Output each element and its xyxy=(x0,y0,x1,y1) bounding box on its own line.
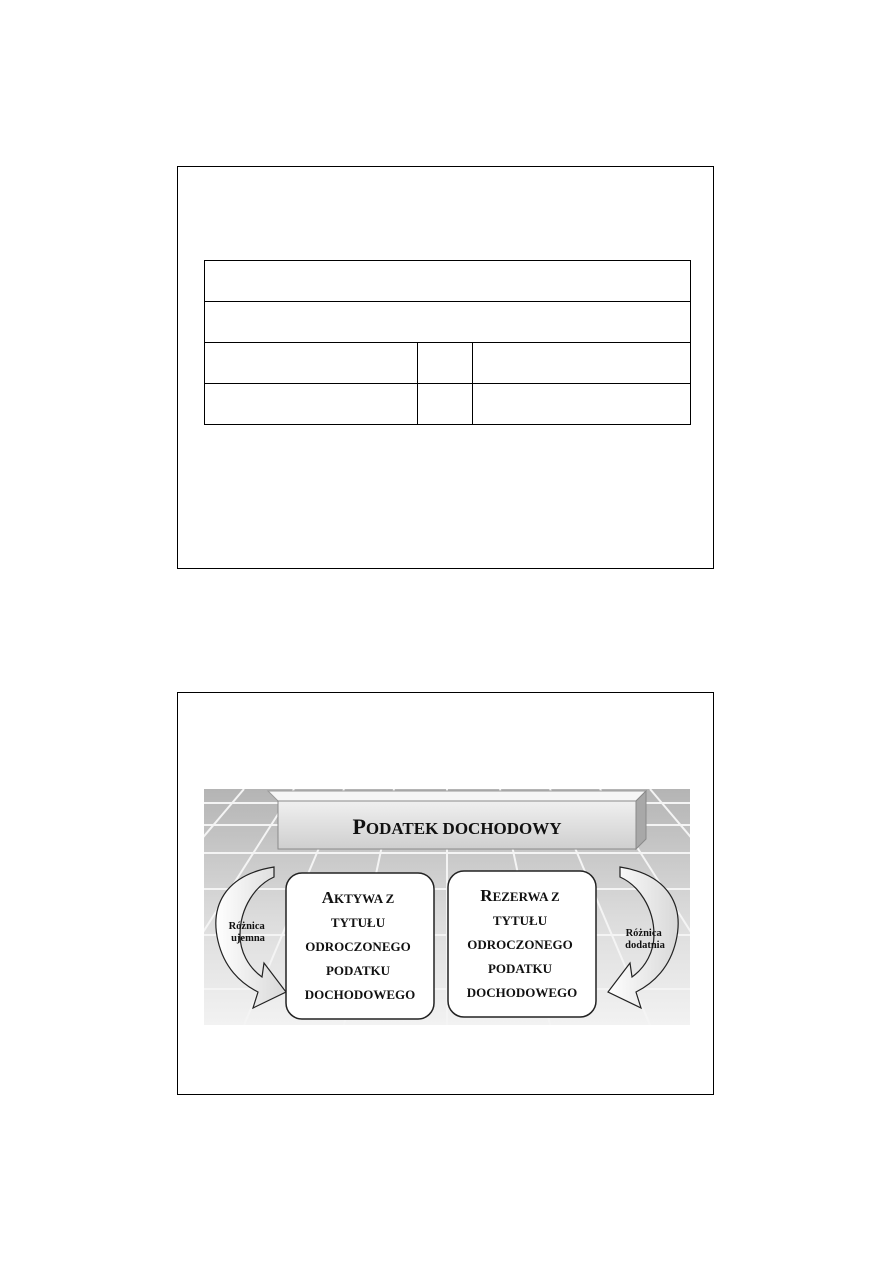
table-row xyxy=(205,302,691,343)
table-cell xyxy=(473,384,691,425)
table-row xyxy=(205,261,691,302)
table-cell xyxy=(205,302,691,343)
table-cell xyxy=(205,384,418,425)
empty-table xyxy=(204,260,691,425)
deferred-tax-reserve-label: REZERWA Z TYTUŁU ODROCZONEGO PODATKU DOCHODOWEGO xyxy=(466,886,578,1000)
table-cell xyxy=(473,343,691,384)
slide-1 xyxy=(177,166,714,569)
table-cell xyxy=(418,384,473,425)
right-arrow-label: Różnica dodatnia xyxy=(625,928,665,951)
table-row xyxy=(205,343,691,384)
table-cell xyxy=(205,261,691,302)
slide-2 xyxy=(177,692,714,1095)
table-row xyxy=(205,384,691,425)
deferred-tax-assets-label: AKTYWA Z TYTUŁU ODROCZONEGO PODATKU DOCHODOWEGO xyxy=(304,888,416,1002)
table-cell xyxy=(418,343,473,384)
income-tax-diagram xyxy=(204,789,690,1025)
banner-title: PODATEK DOCHODOWY xyxy=(352,814,562,839)
left-arrow-label: Różnica ujemna xyxy=(228,921,265,944)
table-cell xyxy=(205,343,418,384)
